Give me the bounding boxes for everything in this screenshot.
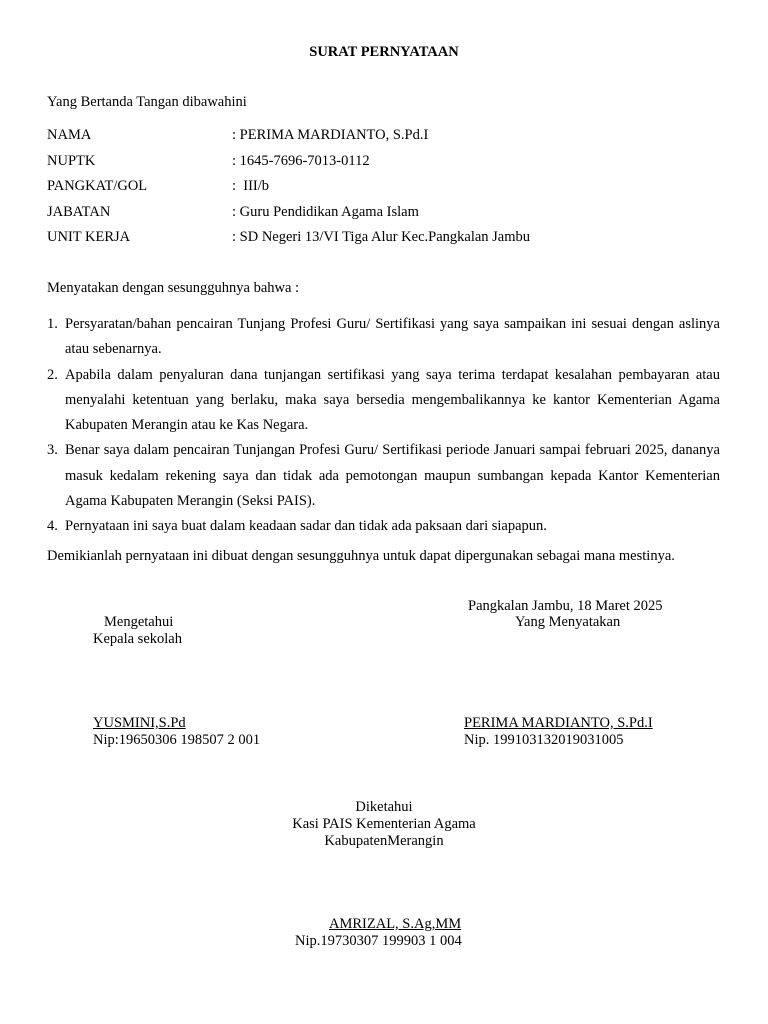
item-text: Apabila dalam penyaluran dana tunjangan sertifikasi yang saya terima terdapat kesalahan pembayaran atau menyalahi ketentuan yang berlaku, maka saya bersedia mengembalikannya ke kantor Kementerian Agama Kabupaten Merangin atau ke Kas Negara.	[65, 366, 720, 434]
list-item	[47, 514, 720, 539]
item-text: Benar saya dalam pencairan Tunjangan Profesi Guru/ Sertifikasi periode Januari sampai februari 2025, dananya masuk kedalam rekening saya dan tidak ada pemotongan maupun sumbangan kepada Kantor Kementerian Agama Kabupaten Merangin (Seksi PAIS).	[65, 442, 720, 510]
statement-line: Menyatakan dengan sesungguhnya bahwa :	[47, 280, 300, 296]
closing-line: Demikianlah pernyataan ini dibuat dengan sesungguhnya untuk dapat dipergunakan sebagai mana mestinya.	[47, 548, 675, 564]
field-row-nuptk	[47, 153, 727, 179]
field-value: : PERIMA MARDIANTO, S.Pd.I	[232, 127, 429, 143]
head-nip: Nip.19730307 199903 1 004	[295, 933, 462, 949]
field-label: NUPTK	[47, 152, 96, 169]
field-value: : III/b	[232, 178, 270, 194]
principal-name-block	[93, 715, 260, 749]
head-title: Kasi PAIS Kementerian Agama	[292, 816, 476, 832]
principal-signature-block	[93, 614, 182, 648]
place-date: Pangkalan Jambu, 18 Maret 2025	[468, 598, 663, 614]
list-item	[47, 438, 720, 514]
principal-title: Kepala sekolah	[93, 631, 182, 647]
item-number: 1.	[47, 316, 58, 332]
field-label: PANGKAT/GOL	[47, 178, 148, 194]
intro-line: Yang Bertanda Tangan dibawahini	[47, 94, 247, 110]
known-label: Diketahui	[355, 799, 413, 815]
head-name: AMRIZAL, S.Ag,MM	[329, 916, 462, 932]
field-value: : SD Negeri 13/VI Tiga Alur Kec.Pangkalan Jambu	[232, 229, 531, 245]
document-title: SURAT PERNYATAAN	[309, 44, 459, 60]
field-row-name	[47, 127, 727, 153]
head-signature-block	[0, 799, 768, 850]
field-row-rank	[47, 178, 727, 204]
principal-name: YUSMINI,S.Pd	[93, 715, 186, 731]
identity-fields	[47, 127, 727, 255]
declarant-nip: Nip. 199103132019031005	[464, 732, 624, 748]
item-number: 4.	[47, 518, 58, 535]
field-label: UNIT KERJA	[47, 229, 131, 245]
acknowledged-label: Mengetahui	[104, 614, 174, 630]
item-text: Persyaratan/bahan pencairan Tunjang Profesi Guru/ Sertifikasi yang saya sampaikan ini sesuai dengan aslinya atau sebenarnya.	[65, 316, 720, 358]
field-row-position	[47, 204, 727, 230]
declarant-role: Yang Menyatakan	[515, 614, 621, 630]
statement-list	[47, 312, 720, 540]
field-value: : Guru Pendidikan Agama Islam	[232, 203, 419, 220]
field-label: NAMA	[47, 127, 92, 143]
field-label: JABATAN	[47, 203, 111, 220]
item-number: 3.	[47, 442, 58, 459]
item-text: Pernyataan ini saya buat dalam keadaan sadar dan tidak ada paksaan dari siapapun.	[65, 518, 547, 535]
head-regency: KabupatenMerangin	[324, 833, 444, 849]
field-value: : 1645-7696-7013-0112	[232, 152, 370, 169]
declarant-name: PERIMA MARDIANTO, S.Pd.I	[464, 715, 653, 731]
list-item	[47, 363, 720, 439]
declarant-name-block	[464, 715, 653, 749]
list-item	[47, 312, 720, 363]
item-number: 2.	[47, 366, 58, 383]
principal-nip: Nip:19650306 198507 2 001	[93, 732, 261, 748]
field-row-work-unit	[47, 229, 727, 255]
